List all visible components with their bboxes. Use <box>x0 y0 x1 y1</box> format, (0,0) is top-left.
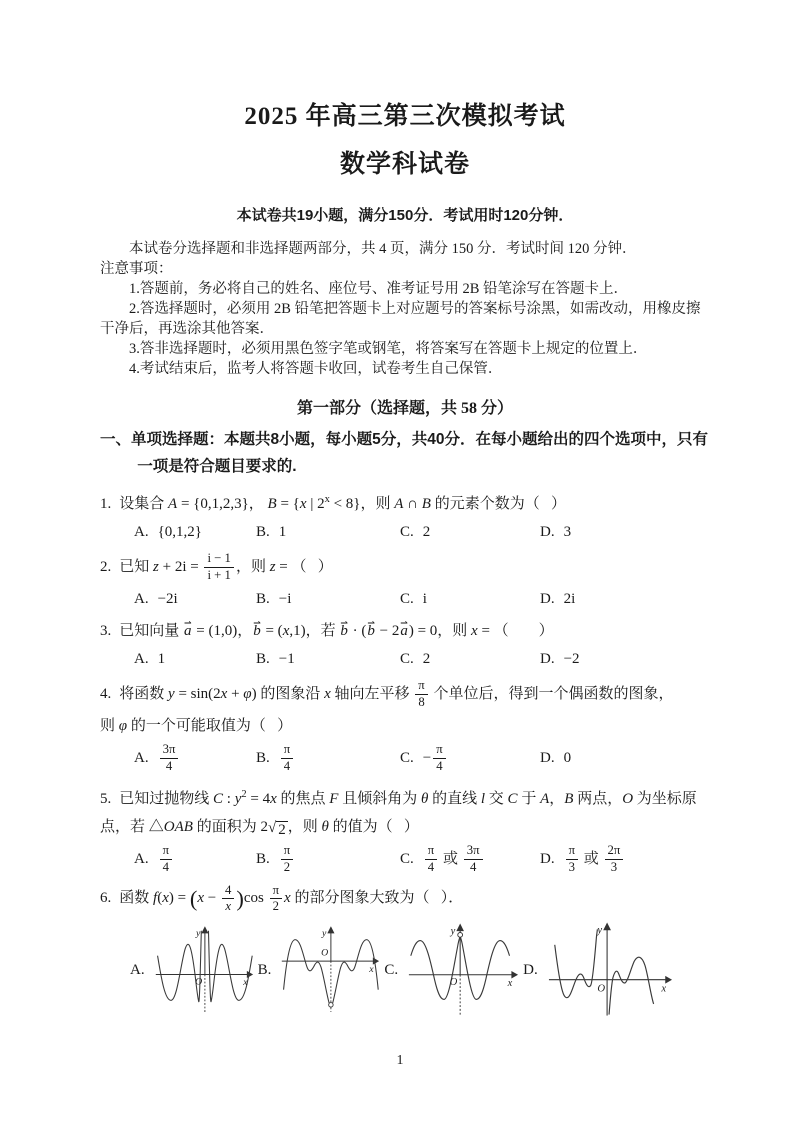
question-4 <box>100 678 710 775</box>
option-c-value: − $\frac{\pi}{4}$ <box>423 750 448 766</box>
option-d <box>540 843 710 876</box>
notice-label: 注意事项： <box>100 261 173 277</box>
y-axis-label: y <box>322 928 327 940</box>
option-d-value: 2i <box>563 590 576 607</box>
option-b-value: −1 <box>278 650 295 667</box>
origin-label: O <box>449 977 458 989</box>
page-number: 1 <box>396 1053 404 1068</box>
option-d-value: $\frac{\pi}{3}$ 或 $\frac{2\pi}{3}$ <box>564 851 626 867</box>
option-c-graph <box>407 919 519 1021</box>
option-a <box>134 647 256 671</box>
option-c-label: C. <box>400 524 414 540</box>
option-a-value: $\frac{\pi}{4}$ <box>158 851 174 867</box>
question-6-number: 6. <box>100 890 112 907</box>
notice-item-2: 2.答选择题时，必须用 2B 铅笔把答题卡上对应题号的答案标号涂黑，如需改动，用橡皮擦干净后，再选涂其他答案． <box>100 301 701 337</box>
option-c <box>400 520 540 544</box>
option-d-value: 3 <box>563 524 572 540</box>
open-point <box>329 1003 333 1007</box>
option-a-value: $\frac{3\pi}{4}$ <box>158 750 181 766</box>
option-c-label: C. <box>400 850 414 867</box>
option-b <box>256 843 400 876</box>
question-4-options <box>100 742 710 775</box>
y-arrow-icon <box>603 923 611 931</box>
option-d <box>540 587 710 611</box>
origin-label: O <box>194 976 202 988</box>
question-4-text-line2: 则 φ 的一个可能取值为（ ） <box>100 717 293 734</box>
notice-intro: 本试卷分选择题和非选择题两部分，共 4 页，满分 150 分．考试时间 120 分钟． <box>129 241 637 257</box>
x-axis-label: x <box>242 977 248 989</box>
option-a-value: −2i <box>157 590 178 607</box>
option-d <box>540 647 710 671</box>
option-d-label: D. <box>540 850 555 867</box>
option-a-label: A. <box>134 524 149 540</box>
question-5-number: 5. <box>100 790 112 807</box>
notice-item-4: 4.考试结束后，监考人将答题卡收回，试卷考生自己保管． <box>129 361 503 377</box>
question-1 <box>100 487 710 544</box>
option-c <box>400 742 540 775</box>
question-4-text: 将函数 y = sin(2x + φ) 的图象沿 x 轴向左平移 $\frac{\pi}{8}$ 个单位后，得到一个偶函数的图象， <box>119 677 674 709</box>
option-b <box>256 587 400 611</box>
exam-subtitle: 数学科试卷 <box>339 151 470 178</box>
option-b-graph <box>280 919 380 1021</box>
option-b-value: −i <box>278 590 292 607</box>
option-c <box>384 919 519 1021</box>
option-d <box>523 919 673 1021</box>
option-c-label: C. <box>400 650 414 667</box>
x-axis-label: x <box>661 983 666 995</box>
question-6-text: 函数 f(x) = (x − $\frac{4}{x}$ )cos $\frac{\pi}{2}$ x 的部分图象大致为（ ）． <box>119 882 464 914</box>
question-5-options <box>100 843 710 876</box>
question-4-stem <box>100 678 710 711</box>
option-c <box>400 843 540 876</box>
option-a <box>134 742 256 775</box>
option-a <box>134 520 256 544</box>
option-c-value: 2 <box>422 524 431 540</box>
question-5-stem-line2 <box>100 814 710 840</box>
y-axis-label: y <box>450 926 456 938</box>
question-3 <box>100 618 710 671</box>
open-point <box>458 933 463 938</box>
option-d-label: D. <box>540 750 555 767</box>
question-5-stem <box>100 782 710 812</box>
option-a <box>134 587 256 611</box>
option-a-graph <box>154 919 254 1021</box>
option-b-label: B. <box>256 850 270 867</box>
option-c <box>400 647 540 671</box>
notice-item-1: 1.答题前，务必将自己的姓名、座位号、准考证号用 2B 铅笔涂写在答题卡上． <box>129 281 629 297</box>
option-a-label: A. <box>134 650 149 667</box>
option-d <box>540 746 710 770</box>
option-c-value: $\frac{\pi}{4}$ 或 $\frac{3\pi}{4}$ <box>423 851 485 867</box>
y-axis-label: y <box>597 925 602 937</box>
question-1-number: 1. <box>100 496 112 512</box>
option-c-value: 2 <box>422 650 431 667</box>
x-axis-label: x <box>507 978 513 990</box>
option-c-label: C. <box>400 749 414 766</box>
x-arrow-icon <box>246 971 252 978</box>
option-b-label: B. <box>256 590 270 607</box>
origin-label: O <box>597 983 605 995</box>
exam-title: 2025 年高三第三次模拟考试 <box>244 103 566 130</box>
question-1-text: 设集合 A = {0,1,2,3}， B = {x | $2^x < 8$}，则 A ∩ B 的元素个数为（ ） <box>119 494 566 512</box>
option-a-value: 1 <box>157 650 166 667</box>
option-d-label: D. <box>540 524 555 540</box>
option-c-label: C. <box>384 961 399 978</box>
y-arrow-icon <box>201 927 208 934</box>
option-b <box>256 647 400 671</box>
question-5-text-line2: 点，若 △OAB 的面积为 2 √ 2 ，则 θ 的值为（ ） <box>100 818 419 839</box>
question-4-stem-line2 <box>100 713 710 739</box>
option-c-label: C. <box>400 590 414 607</box>
option-a-label: A. <box>134 850 149 867</box>
option-b-value: 1 <box>278 524 287 540</box>
y-arrow-icon <box>456 924 464 932</box>
y-axis-label: y <box>195 928 200 940</box>
question-3-text: 已知向量 a ⇀ = (1,0)，b ⇀ = (x,1)，若 b ⇀ · (b ⇀ − 2a ⇀) = 0，则 x = （ ） <box>119 623 553 639</box>
option-d <box>540 520 710 544</box>
option-b-value: $\frac{\pi}{2}$ <box>279 851 295 867</box>
question-5 <box>100 782 710 876</box>
question-3-stem <box>100 618 710 644</box>
question-2-text: 已知 z + 2i = $\frac{i - 1}{i + 1}$ ，则 z = （ ） <box>119 551 333 582</box>
question-1-stem <box>100 487 710 517</box>
x-axis-label: x <box>369 964 375 976</box>
option-b-label: B. <box>257 961 272 978</box>
option-b-value: $\frac{\pi}{4}$ <box>279 750 295 766</box>
option-d-label: D. <box>540 650 555 667</box>
option-a <box>130 919 254 1021</box>
x-arrow-icon <box>512 971 519 979</box>
question-6-graph-options <box>100 919 710 1021</box>
option-d-value: −2 <box>563 650 580 667</box>
question-6-stem <box>100 883 710 916</box>
question-4-number: 4. <box>100 685 112 702</box>
x-arrow-icon <box>665 976 672 984</box>
section1-intro: 一、单项选择题：本题共8小题，每小题5分，共40分．在每小题给出的四个选项中，只有一项是符合题目要求的. <box>100 431 708 475</box>
option-d-label: D. <box>523 961 538 978</box>
question-2 <box>100 551 710 611</box>
option-c <box>400 587 540 611</box>
question-5-text: 已知过抛物线 C : $y^2 = 4x$ 的焦点 F 且倾斜角为 θ 的直线 l 交 C 于 A，B 两点，O 为坐标原 <box>119 788 697 807</box>
option-a <box>134 843 256 876</box>
option-b <box>256 742 400 775</box>
part1-heading: 第一部分（选择题，共 58 分） <box>296 400 513 417</box>
paper-summary: 本试卷共19小题，满分150分．考试用时120分钟． <box>236 207 574 224</box>
option-d-label: D. <box>540 590 555 607</box>
option-b <box>258 919 381 1021</box>
option-a-label: A. <box>134 749 149 766</box>
option-b <box>256 520 400 544</box>
question-2-options <box>100 587 710 611</box>
option-d-graph <box>547 919 673 1021</box>
option-a-label: A. <box>134 590 149 607</box>
question-6 <box>100 883 710 1022</box>
y-arrow-icon <box>328 927 335 934</box>
option-a-value: {0,1,2} <box>157 524 202 540</box>
option-a-label: A. <box>130 961 145 978</box>
question-1-options <box>100 520 710 544</box>
question-2-number: 2. <box>100 558 112 575</box>
option-b-label: B. <box>256 749 270 766</box>
question-2-stem <box>100 551 710 584</box>
question-3-number: 3. <box>100 622 112 639</box>
option-b-label: B. <box>256 650 270 667</box>
notice-item-3: 3.答非选择题时，必须用黑色签字笔或钢笔，将答案写在答题卡上规定的位置上． <box>129 341 648 357</box>
option-b-label: B. <box>256 524 270 540</box>
origin-label: O <box>321 948 329 960</box>
question-3-options <box>100 647 710 671</box>
option-d-value: 0 <box>563 750 572 767</box>
option-c-value: i <box>422 590 427 607</box>
